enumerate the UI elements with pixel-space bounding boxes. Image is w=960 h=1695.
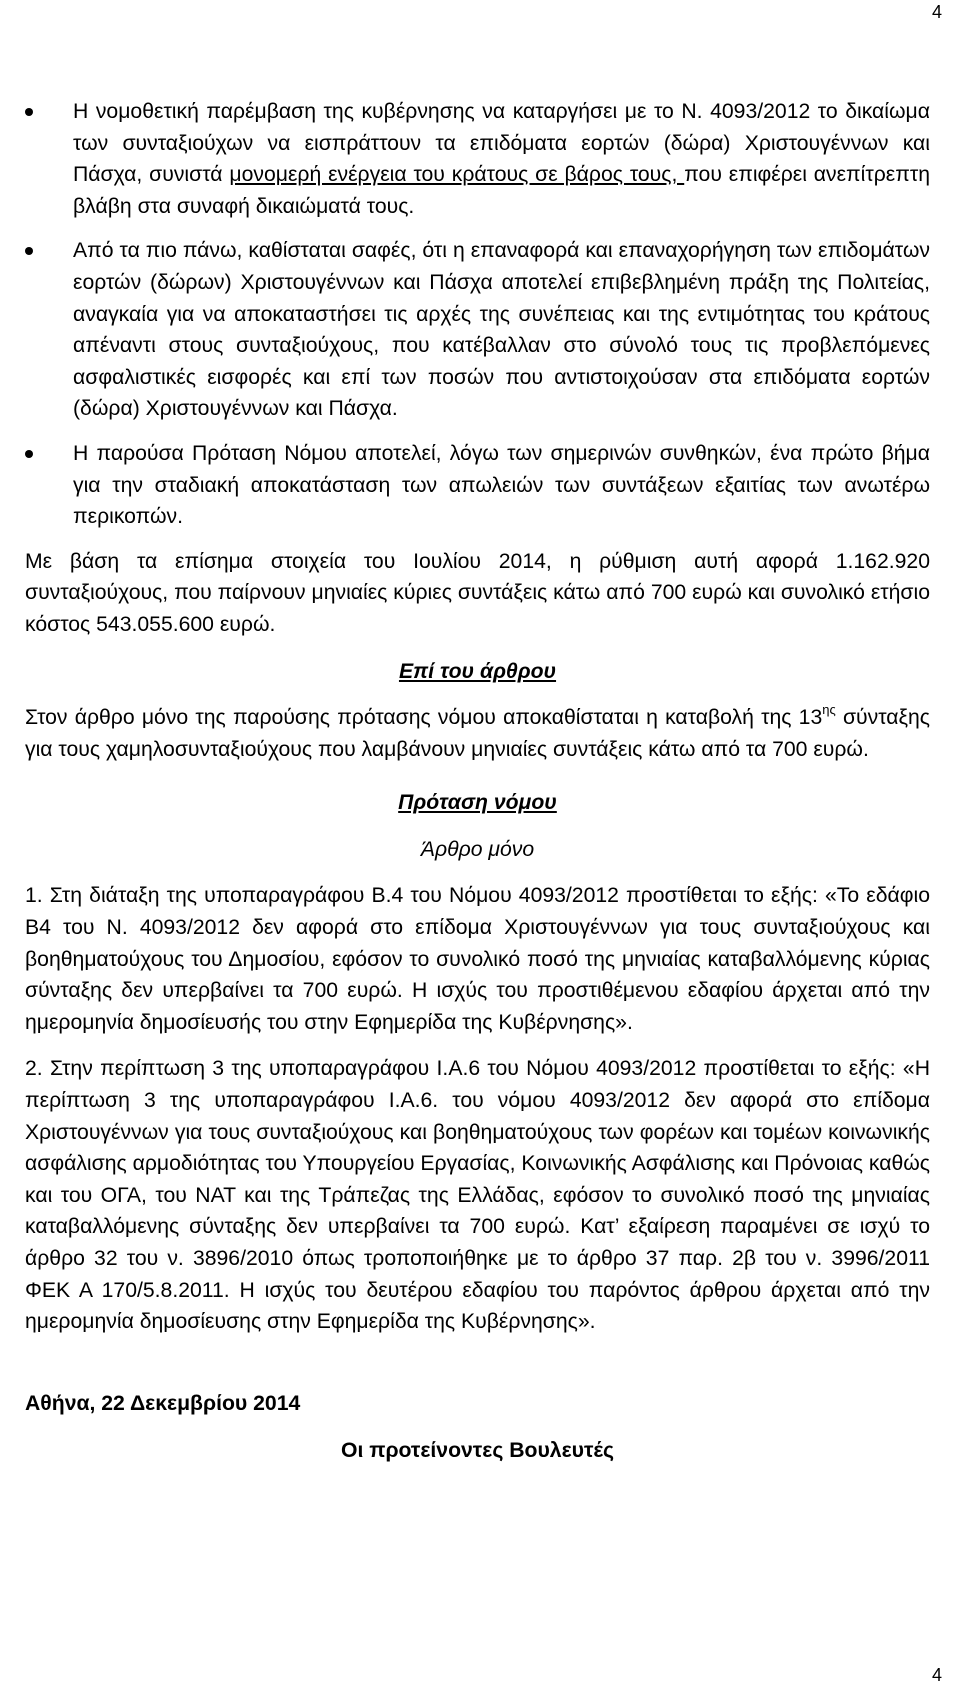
bullet-1-text-end: που επιφέρει ανεπίτρεπτη βλάβη στα συναφή δικαιώματά τους. xyxy=(73,163,931,218)
bullet-1-underlined-text: μονομερή ενέργεια του κράτους σε βάρος τους, xyxy=(229,163,685,187)
page-number-top: 4 xyxy=(931,2,942,22)
bullet-item-1 xyxy=(25,96,930,222)
article-paragraph-superscript: ης xyxy=(822,702,836,718)
bullet-dot-icon xyxy=(25,247,33,255)
stats-paragraph: Με βάση τα επίσημα στοιχεία του Ιουλίου 2014, η ρύθμιση αυτή αφορά 1.162.920 συνταξιούχους, που παίρνουν μηνιαίες κύριες συντάξεις κάτω από 700 ευρώ και συνολικό ετήσιο κόστος 543.055.600 ευρώ. xyxy=(25,549,930,636)
signers-line: Οι προτείνοντες Βουλευτές xyxy=(340,1439,615,1463)
bullet-list xyxy=(25,96,930,533)
page-number-bottom: 4 xyxy=(931,1665,942,1685)
article-paragraph xyxy=(25,702,930,765)
article-paragraph-start: Στον άρθρο μόνο της παρούσης πρότασης νόμου αποκαθίσταται η καταβολή της 13 xyxy=(25,706,823,730)
bullet-item-2 xyxy=(25,235,930,425)
proposal-heading: Πρόταση νόμου xyxy=(398,791,557,815)
bullet-dot-icon xyxy=(25,108,33,116)
provision-item-2: 2. Στην περίπτωση 3 της υποπαραγράφου Ι.Α.6 του Νόμου 4093/2012 προστίθεται το εξής: «Η περίπτωση 3 της υποπαραγράφου Ι.Α.6. του νόμου 4093/2012 δεν αφορά στο επίδομα Χριστουγέννων για τους συνταξιούχους και βοηθηματούχους των φορέων και τομέων κοινωνικής ασφάλισης αρμοδιότητας του Υπουργείου Εργασίας, Κοινωνικής Ασφάλισης και Πρόνοιας καθώς και του ΟΓΑ, του ΝΑΤ και της Τράπεζας της Ελλάδας, εφόσον το συνολικό ποσό της μηνιαίας καταβαλλόμενης σύνταξης δεν υπερβαίνει τα 700 ευρώ. Κατ’ εξαίρεση παραμένει σε ισχύ το άρθρο 32 του ν. 3896/2010 όπως τροποποιήθηκε με το άρθρο 37 παρ. 2β του ν. 3996/2011 ΦΕΚ Α 170/5.8.2011. Η ισχύς του δευτέρου εδαφίου του παρόντος άρθρου άρχεται από την ημερομηνία δημοσίευσης στην Εφημερίδα της Κυβέρνησης». xyxy=(25,1057,930,1334)
bullet-3-text: Η παρούσα Πρόταση Νόμου αποτελεί, λόγω των σημερινών συνθηκών, ένα πρώτο βήμα για την σταδιακή αποκατάσταση των απωλειών των συντάξεων εξαιτίας των ανωτέρω περικοπών. xyxy=(73,441,930,529)
bullet-dot-icon xyxy=(25,450,33,458)
provision-item-1: 1. Στη διάταξη της υποπαραγράφου Β.4 του Νόμου 4093/2012 προστίθεται το εξής: «Το εδάφιο Β4 του Ν. 4093/2012 δεν αφορά στο επίδομα Χριστουγέννων για τους συνταξιούχους και βοηθηματούχους του Δημοσίου, εφόσον το συνολικό ποσό της μηνιαίας καταβαλλόμενης κύριας σύνταξης δεν υπερβαίνει τα 700 ευρώ. Η ισχύς του προστιθέμενου εδαφίου άρχεται από την ημερομηνία δημοσίευσής του στην Εφημερίδα της Κυβέρνησης». xyxy=(25,884,930,1034)
document-body xyxy=(25,96,930,1467)
single-article-subheading: Άρθρο μόνο xyxy=(420,837,535,861)
bullet-2-text: Από τα πιο πάνω, καθίσταται σαφές, ότι η επαναφορά και επαναχορήγηση των επιδομάτων εορτών (δώρων) Χριστουγέννων και Πάσχα αποτελεί επιβεβλημένη πράξη της Πολιτείας, αναγκαία για να αποκαταστήσει τις αρχές της συνέπειας και της εντιμότητας του κράτους απέναντι στους συνταξιούχους, που κατέβαλλαν στο σύνολό τους τις προβλεπόμενες ασφαλιστικές εισφορές και επί των ποσών που αντιστοιχούσαν στα επιδόματα εορτών (δώρα) Χριστουγέννων και Πάσχα. xyxy=(73,239,930,421)
signature-date: Αθήνα, 22 Δεκεμβρίου 2014 xyxy=(25,1391,301,1415)
bullet-item-3 xyxy=(25,438,930,533)
article-heading: Επί του άρθρου xyxy=(398,659,557,683)
article-paragraph-end: σύνταξης για τους χαμηλοσυνταξιούχους που λαμβάνουν μηνιαίες συντάξεις κάτω από τα 700 ευρώ. xyxy=(25,706,930,761)
bullet-1-text-start: Η νομοθετική παρέμβαση της κυβέρνησης να καταργήσει με το Ν. 4093/2012 το δικαίωμα των συνταξιούχων να εισπράττουν τα επιδόματα εορτών (δώρα) Χριστουγέννων και Πάσχα, συνιστά xyxy=(73,100,930,187)
